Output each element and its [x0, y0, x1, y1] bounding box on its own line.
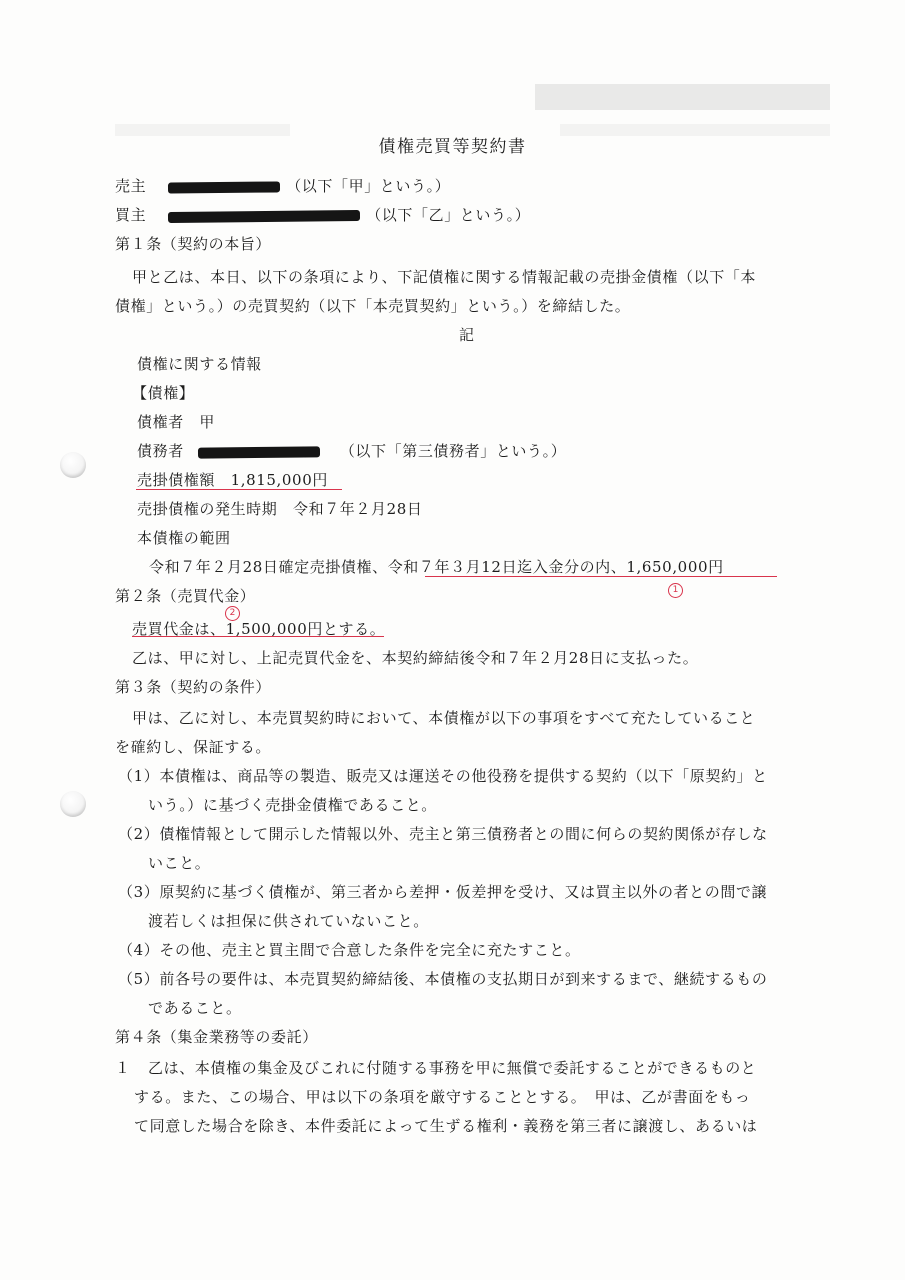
seller-line: [115, 175, 450, 197]
ki-marker: 記: [459, 326, 475, 344]
claim-scope-text: 令和７年２月28日確定売掛債権、令和７年３月12日迄入金分の内、1,650,000円: [149, 558, 724, 576]
document-title: 債権売買等契約書: [378, 137, 527, 157]
article-4-text-3: て同意した場合を除き、本件委託によって生ずる権利・義務を第三者に譲渡し、あるいは: [134, 1117, 758, 1135]
article-4-heading: 第４条（集金業務等の委託）: [115, 1028, 318, 1046]
article-2-heading: 第２条（売買代金）: [115, 587, 256, 605]
article-1-text-2: 債権」という。）の売買契約（以下「本売買契約」という。）を締結した。: [115, 297, 631, 315]
redacted-seller-name: [168, 181, 280, 193]
claim-scope-heading: 本債権の範囲: [137, 529, 231, 547]
redacted-buyer-name: [168, 209, 360, 222]
claim-info-heading: 債権に関する情報: [137, 355, 262, 373]
article-2-payment: 乙は、甲に対し、上記売買代金を、本契約締結後令和７年２月28日に支払った。: [132, 649, 699, 667]
article-1-heading: 第１条（契約の本旨）: [115, 235, 272, 253]
condition-3-line-1: （3）原契約に基づく債権が、第三者から差押・仮差押を受け、又は買主以外の者との間で譲: [118, 883, 768, 901]
debtor-line: [137, 440, 566, 462]
article-4-item-number: １: [115, 1059, 131, 1077]
condition-4: （4）その他、売主と買主間で合意した条件を完全に充たすこと。: [118, 941, 581, 959]
red-underline-scope: [425, 576, 777, 577]
annotation-circle-1: 1: [668, 583, 683, 598]
buyer-suffix: （以下「乙」という。）: [366, 206, 531, 224]
condition-2-line-2: いこと。: [148, 854, 211, 872]
article-3-text-2: を確約し、保証する。: [115, 738, 272, 756]
condition-1-line-2: いう。）に基づく売掛金債権であること。: [148, 796, 437, 814]
article-3-heading: 第３条（契約の条件）: [115, 678, 272, 696]
seller-suffix: （以下「甲」という。）: [286, 177, 451, 195]
bleed-through-box: [535, 84, 830, 110]
receivable-occurrence: 売掛債権の発生時期 令和７年２月28日: [137, 500, 423, 518]
debtor-label: 債務者: [137, 442, 184, 460]
condition-2-line-1: （2）債権情報として開示した情報以外、売主と第三債務者との間に何らの契約関係が存しな: [118, 825, 768, 843]
article-3-text-1: 甲は、乙に対し、本売買契約時において、本債権が以下の事項をすべて充たしていること: [132, 709, 756, 727]
seller-label: 売主: [115, 177, 147, 195]
annotation-circle-2: 2: [225, 606, 240, 621]
red-underline-amount: [136, 489, 342, 490]
punch-hole: [60, 791, 86, 817]
debtor-suffix: （以下「第三債務者」という。）: [339, 442, 567, 460]
article-4-text-2: する。また、この場合、甲は以下の条項を厳守することとする。 甲は、乙が書面をもっ: [134, 1088, 751, 1106]
redacted-debtor-name: [198, 446, 320, 458]
buyer-line: [115, 204, 530, 226]
condition-5-line-1: （5）前各号の要件は、本売買契約締結後、本債権の支払期日が到来するまで、継続するもの: [118, 970, 768, 988]
red-underline-price: [132, 636, 384, 637]
condition-5-line-2: であること。: [148, 999, 242, 1017]
punch-hole: [60, 452, 86, 478]
article-4-text-1: 乙は、本債権の集金及びこれに付随する事務を甲に無償で委託することができるものと: [148, 1059, 757, 1077]
receivable-amount: 売掛債権額 1,815,000円: [137, 471, 328, 489]
article-1-text-1: 甲と乙は、本日、以下の条項により、下記債権に関する情報記載の売掛金債権（以下「本: [132, 268, 757, 286]
condition-1-line-1: （1）本債権は、商品等の製造、販売又は運送その他役務を提供する契約（以下「原契約」と: [118, 767, 768, 785]
condition-3-line-2: 渡若しくは担保に供されていないこと。: [148, 912, 429, 930]
article-2-price: 売買代金は、1,500,000円とする。: [132, 620, 386, 638]
creditor-line: 債権者 甲: [137, 413, 216, 431]
buyer-label: 買主: [115, 206, 147, 224]
claim-bracket-heading: 【債権】: [132, 384, 195, 402]
